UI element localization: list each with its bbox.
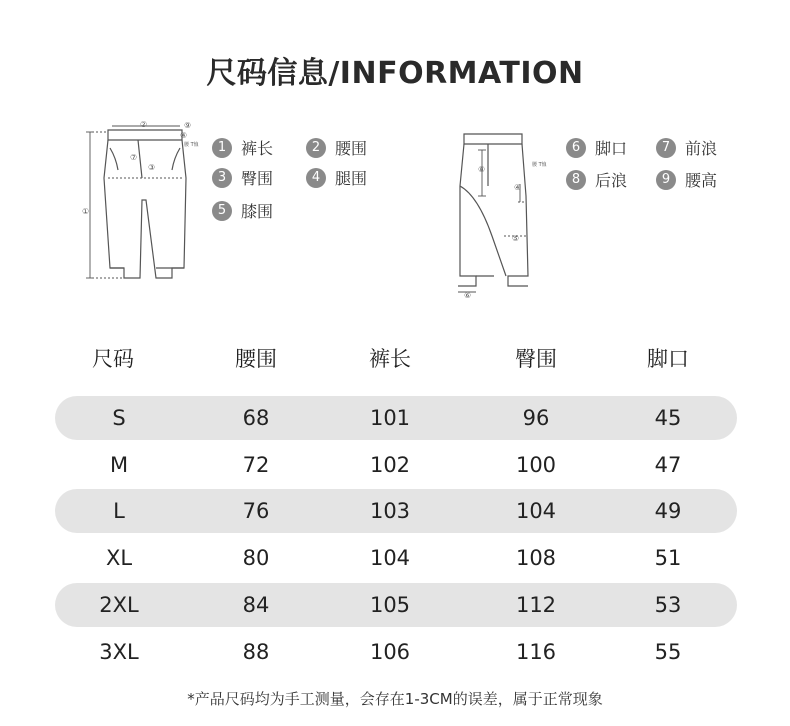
table-row <box>55 396 737 440</box>
table-cell: 51 <box>654 546 682 570</box>
side-mark-4: ④ <box>514 183 522 192</box>
legend-item <box>212 136 273 159</box>
front-pants-diagram <box>72 118 202 290</box>
header-size: 尺码 <box>92 347 134 371</box>
table-cell: 103 <box>369 499 411 523</box>
table-cell: 96 <box>522 406 550 430</box>
table-cell: 88 <box>242 640 270 664</box>
legend-item <box>566 136 627 159</box>
legend-number: 1 <box>212 138 232 158</box>
table-header <box>55 336 737 380</box>
legend-number: 2 <box>306 138 326 158</box>
table-cell: 104 <box>369 546 411 570</box>
front-mark-7: ⑦ <box>130 153 138 162</box>
page-title: 尺码信息/INFORMATION <box>206 56 584 91</box>
legend-item <box>306 136 367 159</box>
header-waist: 腰围 <box>235 347 277 371</box>
side-legend <box>566 136 766 196</box>
table-cell: 100 <box>515 453 557 477</box>
front-mark-4: ④ <box>180 131 188 140</box>
table-row <box>55 489 737 533</box>
table-row <box>55 583 737 627</box>
table-cell: 55 <box>654 640 682 664</box>
side-mark-5: ⑤ <box>512 234 520 243</box>
table-cell: 106 <box>369 640 411 664</box>
side-mark-8: ⑧ <box>478 165 486 174</box>
table-cell: 101 <box>369 406 411 430</box>
measurement-note: *产品尺码均为手工测量，会存在1-3CM的误差，属于正常现象 <box>187 690 603 708</box>
table-cell: 3XL <box>99 640 139 664</box>
front-tag-label: 腰 T恤 <box>184 142 199 148</box>
table-cell: 45 <box>654 406 682 430</box>
table-cell: 104 <box>515 499 557 523</box>
table-cell: 49 <box>654 499 682 523</box>
front-mark-3: ③ <box>148 163 156 172</box>
legend-number: 7 <box>656 138 676 158</box>
legend-number: 8 <box>566 170 586 190</box>
legend-label: 臀围 <box>241 169 274 188</box>
side-mark-6: ⑥ <box>464 291 472 300</box>
table-cell: 80 <box>242 546 270 570</box>
legend-number: 4 <box>306 168 326 188</box>
front-mark-2: ② <box>140 120 148 129</box>
legend-number: 3 <box>212 168 232 188</box>
table-cell: S <box>112 406 126 430</box>
table-cell: 108 <box>515 546 557 570</box>
header-hem: 脚口 <box>647 347 689 371</box>
table-cell: 68 <box>242 406 270 430</box>
legend-label: 前浪 <box>685 139 718 158</box>
table-row <box>55 536 737 580</box>
table-cell: 47 <box>654 453 682 477</box>
legend-label: 腿围 <box>335 169 368 188</box>
table-cell: 76 <box>242 499 270 523</box>
front-mark-9: ⑨ <box>184 121 192 130</box>
legend-item <box>306 166 367 189</box>
legend-number: 5 <box>212 201 232 221</box>
legend-label: 后浪 <box>595 171 628 190</box>
legend-number: 6 <box>566 138 586 158</box>
table-cell: 72 <box>242 453 270 477</box>
table-cell: M <box>109 453 129 477</box>
legend-label: 腰高 <box>685 171 718 190</box>
side-pants-diagram <box>448 126 548 302</box>
legend-number: 9 <box>656 170 676 190</box>
legend-item <box>656 136 717 159</box>
table-row <box>55 443 737 487</box>
legend-label: 腰围 <box>335 139 368 158</box>
legend-label: 脚口 <box>595 139 628 158</box>
legend-item <box>212 166 273 189</box>
header-hip: 臀围 <box>515 347 557 371</box>
table-cell: 116 <box>515 640 557 664</box>
side-tag-label: 腰 T恤 <box>532 162 547 168</box>
front-legend <box>212 136 412 226</box>
legend-item <box>566 168 627 191</box>
header-length: 裤长 <box>369 347 411 371</box>
table-cell: L <box>113 499 125 523</box>
table-cell: XL <box>105 546 133 570</box>
table-cell: 105 <box>369 593 411 617</box>
table-cell: 112 <box>515 593 557 617</box>
legend-item <box>656 168 717 191</box>
table-cell: 102 <box>369 453 411 477</box>
legend-label: 裤长 <box>241 139 274 158</box>
legend-label: 膝围 <box>241 202 274 221</box>
legend-item <box>212 199 273 222</box>
table-cell: 84 <box>242 593 270 617</box>
front-mark-1: ① <box>82 207 90 216</box>
table-cell: 2XL <box>99 593 139 617</box>
table-row <box>55 630 737 674</box>
table-cell: 53 <box>654 593 682 617</box>
